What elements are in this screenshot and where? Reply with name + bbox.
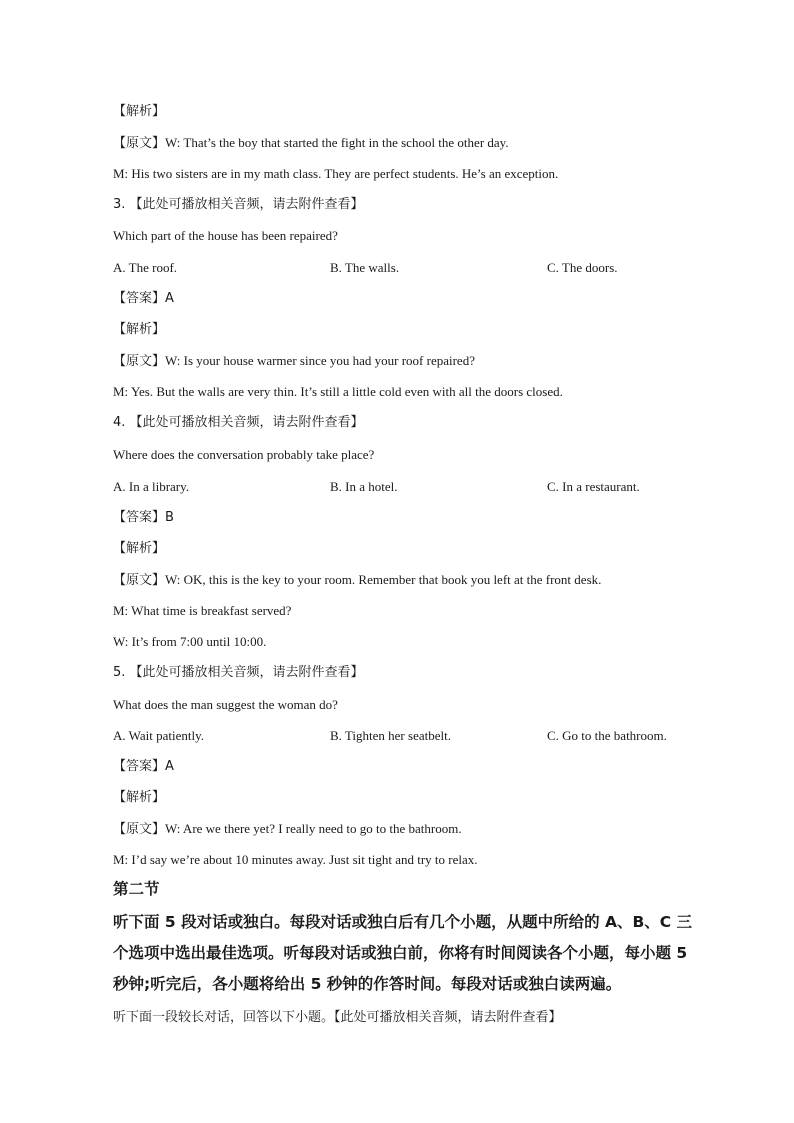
answer-label: 【答案】A — [113, 759, 174, 774]
option-a: A. The roof. — [113, 260, 178, 275]
analysis-label: 【解析】 — [113, 790, 166, 805]
transcript-line: 【原文】W: That’s the boy that started the fight in the school the other day. — [113, 135, 509, 150]
dialogue-intro: 听下面一段较长对话，回答以下小题。【此处可播放相关音频，请去附件查看】 — [113, 1010, 562, 1025]
section-title: 第二节 — [113, 880, 160, 898]
option-c: C. Go to the bathroom. — [547, 728, 667, 743]
question-text-4: Where does the conversation probably take place? — [113, 447, 375, 462]
transcript-line: 【原文】W: Is your house warmer since you had your roof repaired? — [113, 353, 475, 368]
answer-label: 【答案】A — [113, 291, 174, 306]
option-b: B. The walls. — [330, 260, 400, 275]
option-a: A. Wait patiently. — [113, 728, 205, 743]
section-instruction: 秒钟;听完后，各小题将给出 5 秒钟的作答时间。每段对话或独白读两遍。 — [113, 975, 622, 993]
transcript-line: M: What time is breakfast served? — [113, 603, 292, 618]
analysis-label: 【解析】 — [113, 541, 166, 556]
question-text-3: Which part of the house has been repaired? — [113, 228, 338, 243]
transcript-line: 【原文】W: OK, this is the key to your room. Remember that book you left at the front desk. — [113, 572, 602, 587]
question-header-3: 3. 【此处可播放相关音频，请去附件查看】 — [113, 197, 364, 212]
option-b: B. In a hotel. — [330, 479, 398, 494]
transcript-line: M: Yes. But the walls are very thin. It’s still a little cold even with all the doors closed. — [113, 384, 563, 399]
transcript-line: M: I’d say we’re about 10 minutes away. Just sit tight and try to relax. — [113, 852, 478, 867]
option-a: A. In a library. — [113, 479, 190, 494]
option-c: C. The doors. — [547, 260, 618, 275]
section-instruction: 个选项中选出最佳选项。听每段对话或独白前，你将有时间阅读各个小题，每小题 5 — [113, 944, 688, 962]
option-c: C. In a restaurant. — [547, 479, 640, 494]
transcript-line: 【原文】W: Are we there yet? I really need to go to the bathroom. — [113, 821, 462, 836]
question-text-5: What does the man suggest the woman do? — [113, 697, 338, 712]
question-header-5: 5. 【此处可播放相关音频，请去附件查看】 — [113, 665, 364, 680]
analysis-label: 【解析】 — [113, 104, 166, 119]
transcript-line: W: It’s from 7:00 until 10:00. — [113, 634, 267, 649]
option-b: B. Tighten her seatbelt. — [330, 728, 451, 743]
section-instruction: 听下面 5 段对话或独白。每段对话或独白后有几个小题，从题中所给的 A、B、C 三 — [113, 913, 693, 931]
question-header-4: 4. 【此处可播放相关音频，请去附件查看】 — [113, 415, 364, 430]
transcript-line: M: His two sisters are in my math class. They are perfect students. He’s an exception. — [113, 166, 559, 181]
analysis-label: 【解析】 — [113, 322, 166, 337]
answer-label: 【答案】B — [113, 510, 174, 525]
